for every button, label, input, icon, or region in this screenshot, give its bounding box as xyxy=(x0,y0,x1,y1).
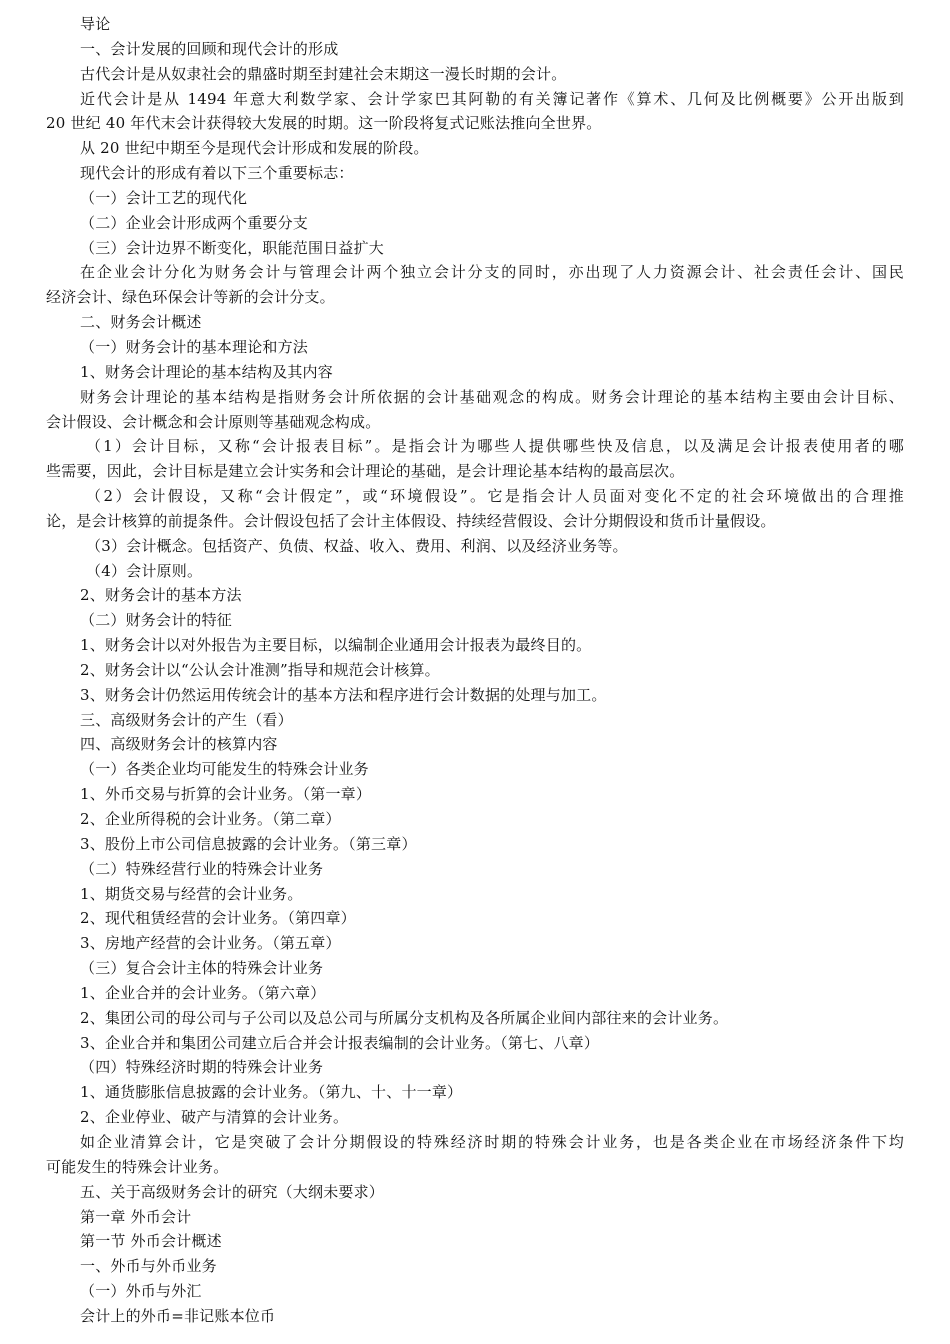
line-text: 2、财务会计以“公认会计准测”指导和规范会计核算。 xyxy=(80,660,440,679)
line-text: 经济会计、绿色环保会计等新的会计分支。 xyxy=(46,288,335,307)
text-line xyxy=(0,211,950,236)
line-text: 四、高级财务会计的核算内容 xyxy=(80,735,278,754)
text-line xyxy=(0,1006,950,1031)
line-text: 在企业会计分化为财务会计与管理会计两个独立会计分支的同时，亦出现了人力资源会计、社会责任会计、国民 xyxy=(80,263,904,282)
line-text: 3、股份上市公司信息披露的会计业务。（第三章） xyxy=(80,834,417,853)
text-line xyxy=(0,1130,950,1155)
text-line xyxy=(0,981,950,1006)
text-line xyxy=(0,559,950,584)
line-text: 第一章 外币会计 xyxy=(80,1207,192,1226)
line-text: （一）财务会计的基本理论和方法 xyxy=(80,337,309,356)
line-text: （一）各类企业均可能发生的特殊会计业务 xyxy=(80,760,369,779)
line-text: 1、企业合并的会计业务。（第六章） xyxy=(80,983,326,1002)
text-line xyxy=(0,111,950,136)
line-text: 3、财务会计仍然运用传统会计的基本方法和程序进行会计数据的处理与加工。 xyxy=(80,685,607,704)
text-line xyxy=(0,236,950,261)
text-line xyxy=(0,931,950,956)
line-text: （四）特殊经济时期的特殊会计业务 xyxy=(80,1058,324,1077)
text-line xyxy=(0,12,950,37)
line-text: （三）会计边界不断变化，职能范围日益扩大 xyxy=(80,238,385,257)
line-text: 五、关于高级财务会计的研究（大纲未要求） xyxy=(80,1182,385,1201)
line-text: （二）财务会计的特征 xyxy=(80,611,233,630)
line-text: 20 世纪 40 年代末会计获得较大发展的时期。这一阶段将复式记账法推向全世界。 xyxy=(46,114,602,133)
text-line xyxy=(0,509,950,534)
text-line xyxy=(0,260,950,285)
line-text: 可能发生的特殊会计业务。 xyxy=(46,1157,229,1176)
line-text: 近代会计是从 1494 年意大利数学家、会计学家巴其阿勒的有关簿记著作《算术、几何及比例概要》公开出版到 xyxy=(80,89,904,108)
line-text: 三、高级财务会计的产生（看） xyxy=(80,710,293,729)
line-text: 2、财务会计的基本方法 xyxy=(80,586,242,605)
line-text: 1、外币交易与折算的会计业务。（第一章） xyxy=(80,785,372,804)
line-text: （一）会计工艺的现代化 xyxy=(80,188,248,207)
text-line xyxy=(0,136,950,161)
text-line xyxy=(0,708,950,733)
text-line xyxy=(0,1031,950,1056)
text-line xyxy=(0,434,950,459)
line-text: 如企业清算会计，它是突破了会计分期假设的特殊经济时期的特殊会计业务，也是各类企业在市场经济条件下均 xyxy=(80,1132,904,1151)
line-text: 古代会计是从奴隶社会的鼎盛时期至封建社会末期这一漫长时期的会计。 xyxy=(80,64,567,83)
line-text: 一、外币与外币业务 xyxy=(80,1257,217,1276)
text-line xyxy=(0,608,950,633)
text-line xyxy=(0,633,950,658)
text-line xyxy=(0,186,950,211)
line-text: （3）会计概念。包括资产、负债、权益、收入、费用、利润、以及经济业务等。 xyxy=(86,536,628,555)
text-line xyxy=(0,1254,950,1279)
line-text: 2、现代租赁经营的会计业务。（第四章） xyxy=(80,909,356,928)
line-text: 1、通货膨胀信息披露的会计业务。（第九、十、十一章） xyxy=(80,1083,463,1102)
text-line xyxy=(0,1304,950,1329)
text-line xyxy=(0,360,950,385)
text-line xyxy=(0,658,950,683)
line-text: 3、房地产经营的会计业务。（第五章） xyxy=(80,934,341,953)
line-text: （1）会计目标，又称“会计报表目标”。是指会计为哪些人提供哪些快及信息，以及满足会计报表使用者的哪 xyxy=(86,437,904,456)
line-text: 1、财务会计理论的基本结构及其内容 xyxy=(80,362,333,381)
text-line xyxy=(0,62,950,87)
text-line xyxy=(0,857,950,882)
line-text: 1、期货交易与经营的会计业务。 xyxy=(80,884,303,903)
text-line xyxy=(0,1205,950,1230)
line-text: 一、会计发展的回顾和现代会计的形成 xyxy=(80,39,339,58)
text-line xyxy=(0,459,950,484)
document-body xyxy=(0,12,950,1329)
text-line xyxy=(0,484,950,509)
line-text: 1、财务会计以对外报告为主要目标，以编制企业通用会计报表为最终目的。 xyxy=(80,636,592,655)
line-text: （三）复合会计主体的特殊会计业务 xyxy=(80,959,324,978)
line-text: （二）企业会计形成两个重要分支 xyxy=(80,213,309,232)
text-line xyxy=(0,87,950,112)
line-text: 论，是会计核算的前提条件。会计假设包括了会计主体假设、持续经营假设、会计分期假设和货币计量假设。 xyxy=(46,511,776,530)
text-line xyxy=(0,534,950,559)
text-line xyxy=(0,807,950,832)
text-line xyxy=(0,1180,950,1205)
text-line xyxy=(0,1105,950,1130)
line-text: 第一节 外币会计概述 xyxy=(80,1232,222,1251)
text-line xyxy=(0,732,950,757)
text-line xyxy=(0,310,950,335)
text-line xyxy=(0,1155,950,1180)
text-line xyxy=(0,832,950,857)
text-line xyxy=(0,1279,950,1304)
text-line xyxy=(0,1229,950,1254)
line-text: 财务会计理论的基本结构是指财务会计所依据的会计基础观念的构成。财务会计理论的基本结构主要由会计目标、 xyxy=(80,387,904,406)
line-text: （2）会计假设，又称“会计假定”，或“环境假设”。它是指会计人员面对变化不定的社会环境做出的合理推 xyxy=(86,487,904,506)
text-line xyxy=(0,757,950,782)
text-line xyxy=(0,882,950,907)
line-text: 会计上的外币=非记账本位币 xyxy=(80,1306,276,1325)
line-text: 导论 xyxy=(80,15,111,33)
line-text: 二、财务会计概述 xyxy=(80,313,202,332)
line-text: 现代会计的形成有着以下三个重要标志： xyxy=(80,164,354,183)
line-text: （4）会计原则。 xyxy=(86,561,203,580)
text-line xyxy=(0,782,950,807)
text-line xyxy=(0,683,950,708)
text-line xyxy=(0,335,950,360)
line-text: 3、企业合并和集团公司建立后合并会计报表编制的会计业务。（第七、八章） xyxy=(80,1033,600,1052)
text-line xyxy=(0,1080,950,1105)
line-text: 2、企业停业、破产与清算的会计业务。 xyxy=(80,1108,349,1127)
text-line xyxy=(0,906,950,931)
line-text: 会计假设、会计概念和会计原则等基础观念构成。 xyxy=(46,412,381,431)
text-line xyxy=(0,161,950,186)
text-line xyxy=(0,410,950,435)
line-text: （一）外币与外汇 xyxy=(80,1282,202,1301)
text-line xyxy=(0,583,950,608)
text-line xyxy=(0,956,950,981)
line-text: （二）特殊经营行业的特殊会计业务 xyxy=(80,859,324,878)
line-text: 2、企业所得税的会计业务。（第二章） xyxy=(80,810,341,828)
line-text: 些需要，因此，会计目标是建立会计实务和会计理论的基础，是会计理论基本结构的最高层次。 xyxy=(46,462,685,481)
text-line xyxy=(0,37,950,62)
line-text: 2、集团公司的母公司与子公司以及总公司与所属分支机构及各所属企业间内部往来的会计业务。 xyxy=(80,1008,729,1027)
text-line xyxy=(0,1055,950,1080)
text-line xyxy=(0,385,950,410)
text-line xyxy=(0,285,950,310)
line-text: 从 20 世纪中期至今是现代会计形成和发展的阶段。 xyxy=(80,139,429,158)
